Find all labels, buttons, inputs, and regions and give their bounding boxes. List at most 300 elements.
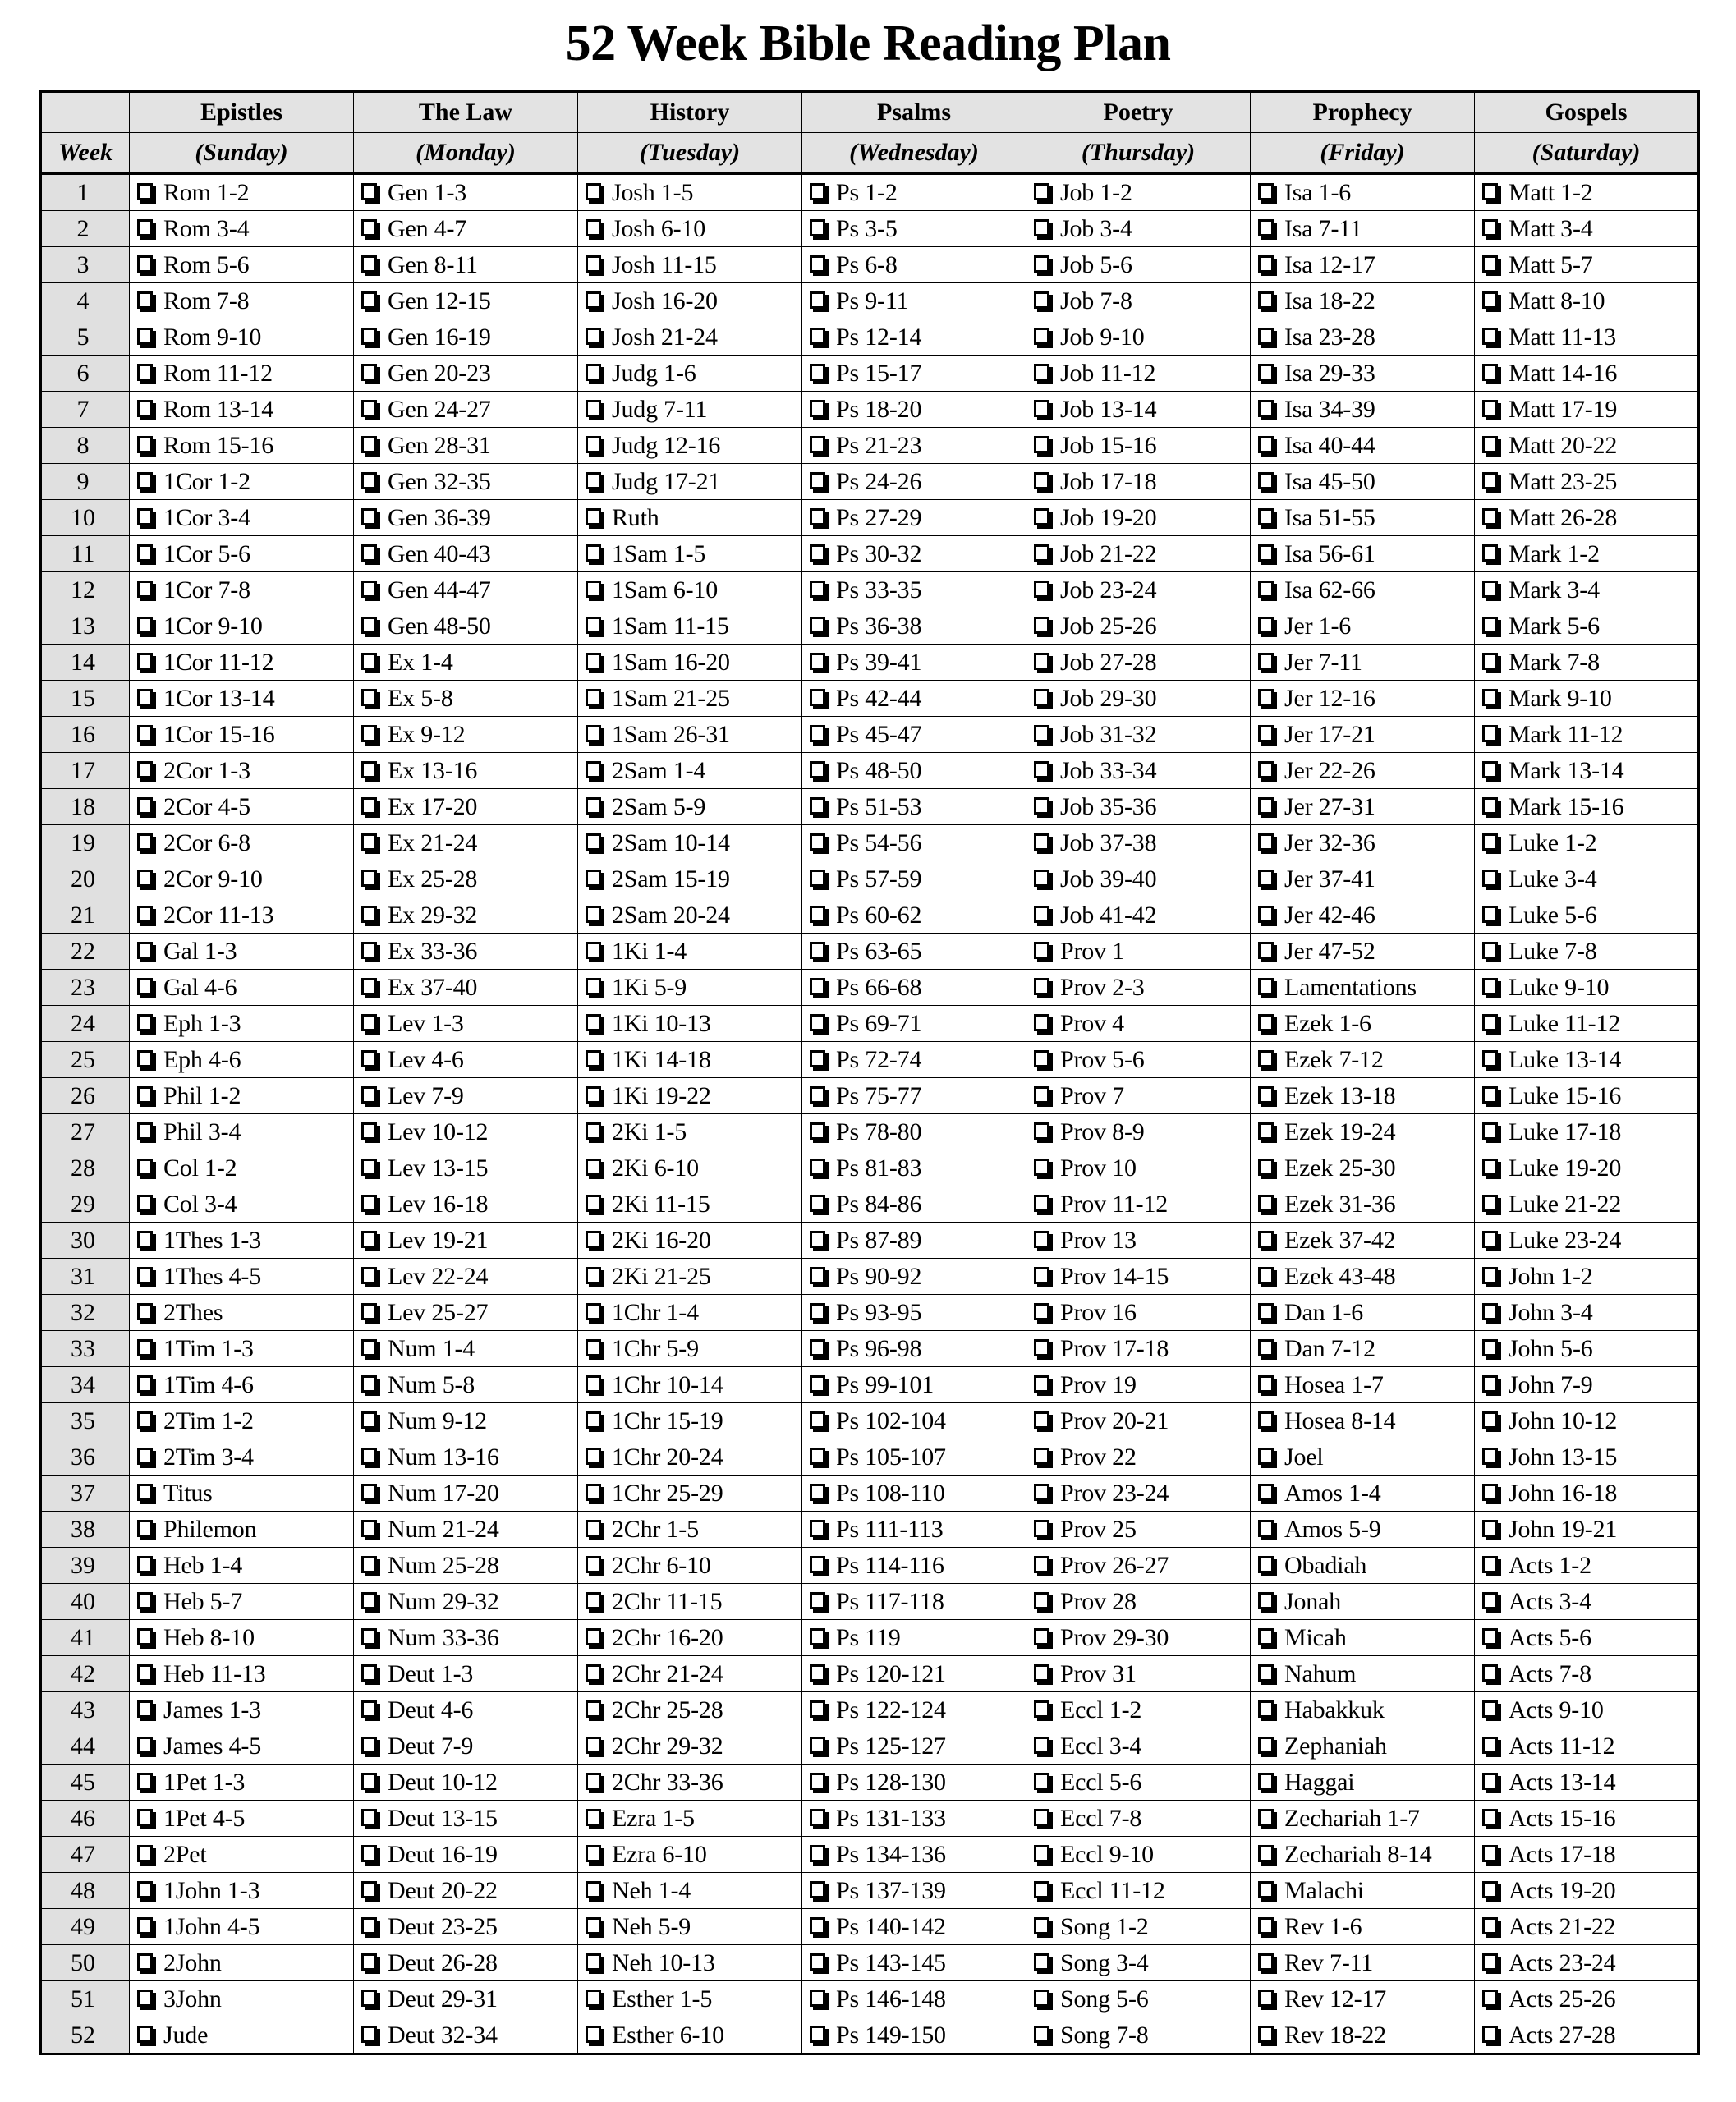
reading-cell[interactable]: [1475, 536, 1699, 572]
reading-cell[interactable]: [1026, 861, 1251, 897]
reading-cell[interactable]: [354, 897, 578, 934]
reading-cell[interactable]: [354, 536, 578, 572]
reading-cell[interactable]: [1475, 608, 1699, 645]
empty-checkbox-icon[interactable]: [810, 1556, 825, 1573]
empty-checkbox-icon[interactable]: [361, 508, 377, 526]
empty-checkbox-icon[interactable]: [1258, 544, 1274, 562]
empty-checkbox-icon[interactable]: [137, 1014, 153, 1031]
reading-cell[interactable]: [802, 174, 1026, 211]
empty-checkbox-icon[interactable]: [810, 255, 825, 273]
empty-checkbox-icon[interactable]: [1482, 1231, 1498, 1248]
empty-checkbox-icon[interactable]: [1258, 1375, 1274, 1393]
empty-checkbox-icon[interactable]: [137, 1448, 153, 1465]
empty-checkbox-icon[interactable]: [810, 942, 825, 959]
empty-checkbox-icon[interactable]: [810, 183, 825, 200]
reading-cell[interactable]: [354, 392, 578, 428]
reading-cell[interactable]: [354, 1223, 578, 1259]
reading-cell[interactable]: [1251, 1548, 1475, 1584]
empty-checkbox-icon[interactable]: [1034, 1303, 1049, 1320]
empty-checkbox-icon[interactable]: [361, 761, 377, 778]
reading-cell[interactable]: [578, 1873, 802, 1909]
reading-cell[interactable]: [1026, 1403, 1251, 1439]
empty-checkbox-icon[interactable]: [361, 1628, 377, 1645]
reading-cell[interactable]: [1026, 1295, 1251, 1331]
empty-checkbox-icon[interactable]: [586, 219, 601, 236]
empty-checkbox-icon[interactable]: [137, 1195, 153, 1212]
reading-cell[interactable]: [354, 1186, 578, 1223]
empty-checkbox-icon[interactable]: [810, 1737, 825, 1754]
reading-cell[interactable]: [1475, 1403, 1699, 1439]
reading-cell[interactable]: [578, 1331, 802, 1367]
reading-cell[interactable]: [1026, 1548, 1251, 1584]
reading-cell[interactable]: [130, 1584, 354, 1620]
reading-cell[interactable]: [1251, 1945, 1475, 1981]
reading-cell[interactable]: [1475, 1042, 1699, 1078]
reading-cell[interactable]: [1475, 1223, 1699, 1259]
empty-checkbox-icon[interactable]: [1482, 1375, 1498, 1393]
reading-cell[interactable]: [130, 1006, 354, 1042]
reading-cell[interactable]: [578, 1476, 802, 1512]
empty-checkbox-icon[interactable]: [137, 1773, 153, 1790]
empty-checkbox-icon[interactable]: [1034, 797, 1049, 815]
reading-cell[interactable]: [1026, 356, 1251, 392]
reading-cell[interactable]: [354, 681, 578, 717]
reading-cell[interactable]: [1251, 1476, 1475, 1512]
empty-checkbox-icon[interactable]: [361, 1845, 377, 1862]
empty-checkbox-icon[interactable]: [810, 1303, 825, 1320]
reading-cell[interactable]: [1251, 753, 1475, 789]
empty-checkbox-icon[interactable]: [1034, 183, 1049, 200]
empty-checkbox-icon[interactable]: [1034, 1520, 1049, 1537]
empty-checkbox-icon[interactable]: [1258, 1231, 1274, 1248]
reading-cell[interactable]: [130, 283, 354, 319]
empty-checkbox-icon[interactable]: [1034, 1628, 1049, 1645]
reading-cell[interactable]: [802, 1909, 1026, 1945]
reading-cell[interactable]: [802, 464, 1026, 500]
empty-checkbox-icon[interactable]: [361, 1339, 377, 1356]
reading-cell[interactable]: [802, 1512, 1026, 1548]
reading-cell[interactable]: [578, 1981, 802, 2017]
empty-checkbox-icon[interactable]: [810, 1628, 825, 1645]
empty-checkbox-icon[interactable]: [1482, 328, 1498, 345]
empty-checkbox-icon[interactable]: [810, 761, 825, 778]
empty-checkbox-icon[interactable]: [1034, 1448, 1049, 1465]
reading-cell[interactable]: [1251, 1078, 1475, 1114]
reading-cell[interactable]: [1251, 464, 1475, 500]
reading-cell[interactable]: [354, 1042, 578, 1078]
reading-cell[interactable]: [1026, 1367, 1251, 1403]
reading-cell[interactable]: [130, 789, 354, 825]
reading-cell[interactable]: [1251, 1837, 1475, 1873]
reading-cell[interactable]: [1475, 1150, 1699, 1186]
reading-cell[interactable]: [1475, 1476, 1699, 1512]
empty-checkbox-icon[interactable]: [1034, 291, 1049, 309]
empty-checkbox-icon[interactable]: [1258, 472, 1274, 489]
reading-cell[interactable]: [1026, 572, 1251, 608]
reading-cell[interactable]: [1251, 1584, 1475, 1620]
reading-cell[interactable]: [578, 1259, 802, 1295]
empty-checkbox-icon[interactable]: [810, 1122, 825, 1140]
empty-checkbox-icon[interactable]: [361, 255, 377, 273]
reading-cell[interactable]: [578, 789, 802, 825]
reading-cell[interactable]: [802, 1042, 1026, 1078]
reading-cell[interactable]: [130, 1945, 354, 1981]
reading-cell[interactable]: [802, 319, 1026, 356]
empty-checkbox-icon[interactable]: [1258, 1556, 1274, 1573]
reading-cell[interactable]: [578, 1765, 802, 1801]
empty-checkbox-icon[interactable]: [137, 255, 153, 273]
reading-cell[interactable]: [1475, 2017, 1699, 2054]
empty-checkbox-icon[interactable]: [586, 978, 601, 995]
empty-checkbox-icon[interactable]: [810, 833, 825, 851]
empty-checkbox-icon[interactable]: [810, 617, 825, 634]
reading-cell[interactable]: [1026, 1114, 1251, 1150]
reading-cell[interactable]: [578, 1620, 802, 1656]
reading-cell[interactable]: [354, 1006, 578, 1042]
reading-cell[interactable]: [1251, 1692, 1475, 1728]
reading-cell[interactable]: [354, 1945, 578, 1981]
empty-checkbox-icon[interactable]: [586, 400, 601, 417]
empty-checkbox-icon[interactable]: [137, 906, 153, 923]
reading-cell[interactable]: [578, 283, 802, 319]
empty-checkbox-icon[interactable]: [810, 906, 825, 923]
reading-cell[interactable]: [130, 356, 354, 392]
empty-checkbox-icon[interactable]: [1034, 508, 1049, 526]
reading-cell[interactable]: [578, 247, 802, 283]
empty-checkbox-icon[interactable]: [1258, 761, 1274, 778]
empty-checkbox-icon[interactable]: [137, 1809, 153, 1826]
empty-checkbox-icon[interactable]: [361, 1375, 377, 1393]
empty-checkbox-icon[interactable]: [1034, 472, 1049, 489]
empty-checkbox-icon[interactable]: [1482, 617, 1498, 634]
empty-checkbox-icon[interactable]: [137, 581, 153, 598]
reading-cell[interactable]: [130, 717, 354, 753]
reading-cell[interactable]: [1251, 789, 1475, 825]
reading-cell[interactable]: [1475, 283, 1699, 319]
empty-checkbox-icon[interactable]: [1258, 2026, 1274, 2043]
reading-cell[interactable]: [354, 1692, 578, 1728]
empty-checkbox-icon[interactable]: [810, 328, 825, 345]
empty-checkbox-icon[interactable]: [586, 581, 601, 598]
reading-cell[interactable]: [1251, 1873, 1475, 1909]
empty-checkbox-icon[interactable]: [361, 1267, 377, 1284]
empty-checkbox-icon[interactable]: [1482, 183, 1498, 200]
reading-cell[interactable]: [802, 1367, 1026, 1403]
reading-cell[interactable]: [354, 753, 578, 789]
empty-checkbox-icon[interactable]: [1258, 797, 1274, 815]
reading-cell[interactable]: [1475, 1367, 1699, 1403]
reading-cell[interactable]: [1026, 645, 1251, 681]
reading-cell[interactable]: [802, 1186, 1026, 1223]
reading-cell[interactable]: [1475, 1692, 1699, 1728]
empty-checkbox-icon[interactable]: [1034, 328, 1049, 345]
reading-cell[interactable]: [1251, 319, 1475, 356]
reading-cell[interactable]: [1251, 1801, 1475, 1837]
reading-cell[interactable]: [130, 645, 354, 681]
reading-cell[interactable]: [354, 428, 578, 464]
reading-cell[interactable]: [130, 1765, 354, 1801]
reading-cell[interactable]: [578, 825, 802, 861]
empty-checkbox-icon[interactable]: [361, 978, 377, 995]
empty-checkbox-icon[interactable]: [361, 1411, 377, 1429]
empty-checkbox-icon[interactable]: [810, 364, 825, 381]
reading-cell[interactable]: [1251, 247, 1475, 283]
empty-checkbox-icon[interactable]: [137, 1375, 153, 1393]
reading-cell[interactable]: [578, 2017, 802, 2054]
reading-cell[interactable]: [1251, 1765, 1475, 1801]
reading-cell[interactable]: [354, 717, 578, 753]
empty-checkbox-icon[interactable]: [1034, 2026, 1049, 2043]
reading-cell[interactable]: [1475, 1728, 1699, 1765]
reading-cell[interactable]: [1251, 1403, 1475, 1439]
empty-checkbox-icon[interactable]: [361, 725, 377, 742]
empty-checkbox-icon[interactable]: [1258, 1664, 1274, 1682]
reading-cell[interactable]: [802, 356, 1026, 392]
reading-cell[interactable]: [1475, 1837, 1699, 1873]
empty-checkbox-icon[interactable]: [1258, 328, 1274, 345]
reading-cell[interactable]: [1475, 1186, 1699, 1223]
empty-checkbox-icon[interactable]: [1482, 1881, 1498, 1898]
empty-checkbox-icon[interactable]: [361, 436, 377, 453]
empty-checkbox-icon[interactable]: [1482, 255, 1498, 273]
reading-cell[interactable]: [1026, 283, 1251, 319]
reading-cell[interactable]: [1026, 681, 1251, 717]
empty-checkbox-icon[interactable]: [810, 1917, 825, 1934]
reading-cell[interactable]: [1251, 608, 1475, 645]
empty-checkbox-icon[interactable]: [1482, 1556, 1498, 1573]
reading-cell[interactable]: [1026, 1078, 1251, 1114]
empty-checkbox-icon[interactable]: [1482, 725, 1498, 742]
reading-cell[interactable]: [578, 1150, 802, 1186]
empty-checkbox-icon[interactable]: [810, 472, 825, 489]
empty-checkbox-icon[interactable]: [586, 1231, 601, 1248]
empty-checkbox-icon[interactable]: [586, 1195, 601, 1212]
reading-cell[interactable]: [354, 1981, 578, 2017]
reading-cell[interactable]: [130, 897, 354, 934]
empty-checkbox-icon[interactable]: [1482, 1086, 1498, 1104]
reading-cell[interactable]: [802, 428, 1026, 464]
empty-checkbox-icon[interactable]: [137, 1990, 153, 2007]
empty-checkbox-icon[interactable]: [1034, 1664, 1049, 1682]
reading-cell[interactable]: [802, 1837, 1026, 1873]
reading-cell[interactable]: [802, 753, 1026, 789]
empty-checkbox-icon[interactable]: [1258, 1411, 1274, 1429]
empty-checkbox-icon[interactable]: [137, 1303, 153, 1320]
empty-checkbox-icon[interactable]: [1482, 761, 1498, 778]
reading-cell[interactable]: [354, 1150, 578, 1186]
empty-checkbox-icon[interactable]: [810, 1014, 825, 1031]
empty-checkbox-icon[interactable]: [1482, 978, 1498, 995]
reading-cell[interactable]: [130, 1150, 354, 1186]
reading-cell[interactable]: [130, 174, 354, 211]
reading-cell[interactable]: [802, 1945, 1026, 1981]
empty-checkbox-icon[interactable]: [1258, 1195, 1274, 1212]
empty-checkbox-icon[interactable]: [810, 1159, 825, 1176]
reading-cell[interactable]: [1475, 1512, 1699, 1548]
reading-cell[interactable]: [1475, 789, 1699, 825]
reading-cell[interactable]: [1026, 1909, 1251, 1945]
reading-cell[interactable]: [1475, 861, 1699, 897]
reading-cell[interactable]: [1026, 1476, 1251, 1512]
reading-cell[interactable]: [578, 608, 802, 645]
empty-checkbox-icon[interactable]: [1482, 508, 1498, 526]
reading-cell[interactable]: [130, 464, 354, 500]
reading-cell[interactable]: [1026, 500, 1251, 536]
reading-cell[interactable]: [1026, 897, 1251, 934]
reading-cell[interactable]: [354, 1765, 578, 1801]
reading-cell[interactable]: [802, 861, 1026, 897]
reading-cell[interactable]: [578, 1186, 802, 1223]
empty-checkbox-icon[interactable]: [137, 833, 153, 851]
empty-checkbox-icon[interactable]: [586, 761, 601, 778]
empty-checkbox-icon[interactable]: [586, 617, 601, 634]
empty-checkbox-icon[interactable]: [1482, 436, 1498, 453]
empty-checkbox-icon[interactable]: [1482, 1917, 1498, 1934]
empty-checkbox-icon[interactable]: [1482, 1520, 1498, 1537]
empty-checkbox-icon[interactable]: [1482, 219, 1498, 236]
reading-cell[interactable]: [578, 1692, 802, 1728]
empty-checkbox-icon[interactable]: [586, 183, 601, 200]
reading-cell[interactable]: [1026, 2017, 1251, 2054]
empty-checkbox-icon[interactable]: [1258, 689, 1274, 706]
empty-checkbox-icon[interactable]: [1258, 508, 1274, 526]
empty-checkbox-icon[interactable]: [137, 1628, 153, 1645]
empty-checkbox-icon[interactable]: [361, 364, 377, 381]
reading-cell[interactable]: [578, 1223, 802, 1259]
reading-cell[interactable]: [802, 1331, 1026, 1367]
empty-checkbox-icon[interactable]: [586, 870, 601, 887]
reading-cell[interactable]: [1251, 572, 1475, 608]
empty-checkbox-icon[interactable]: [1034, 1773, 1049, 1790]
empty-checkbox-icon[interactable]: [137, 544, 153, 562]
empty-checkbox-icon[interactable]: [137, 1086, 153, 1104]
reading-cell[interactable]: [1251, 1909, 1475, 1945]
empty-checkbox-icon[interactable]: [137, 1881, 153, 1898]
reading-cell[interactable]: [1475, 934, 1699, 970]
empty-checkbox-icon[interactable]: [1482, 1953, 1498, 1971]
reading-cell[interactable]: [578, 1512, 802, 1548]
reading-cell[interactable]: [1251, 1367, 1475, 1403]
empty-checkbox-icon[interactable]: [586, 725, 601, 742]
empty-checkbox-icon[interactable]: [1034, 761, 1049, 778]
reading-cell[interactable]: [802, 1259, 1026, 1295]
empty-checkbox-icon[interactable]: [1034, 255, 1049, 273]
empty-checkbox-icon[interactable]: [137, 1231, 153, 1248]
reading-cell[interactable]: [1251, 1512, 1475, 1548]
reading-cell[interactable]: [130, 1295, 354, 1331]
reading-cell[interactable]: [802, 1114, 1026, 1150]
empty-checkbox-icon[interactable]: [1258, 400, 1274, 417]
empty-checkbox-icon[interactable]: [137, 1411, 153, 1429]
reading-cell[interactable]: [130, 861, 354, 897]
empty-checkbox-icon[interactable]: [810, 1953, 825, 1971]
reading-cell[interactable]: [1251, 1728, 1475, 1765]
empty-checkbox-icon[interactable]: [1482, 833, 1498, 851]
reading-cell[interactable]: [130, 681, 354, 717]
empty-checkbox-icon[interactable]: [361, 1050, 377, 1067]
reading-cell[interactable]: [1251, 681, 1475, 717]
empty-checkbox-icon[interactable]: [586, 1556, 601, 1573]
reading-cell[interactable]: [578, 572, 802, 608]
empty-checkbox-icon[interactable]: [1034, 581, 1049, 598]
reading-cell[interactable]: [1251, 174, 1475, 211]
empty-checkbox-icon[interactable]: [1258, 1809, 1274, 1826]
reading-cell[interactable]: [354, 1331, 578, 1367]
empty-checkbox-icon[interactable]: [137, 436, 153, 453]
empty-checkbox-icon[interactable]: [1258, 870, 1274, 887]
reading-cell[interactable]: [354, 861, 578, 897]
empty-checkbox-icon[interactable]: [137, 1917, 153, 1934]
reading-cell[interactable]: [1475, 1981, 1699, 2017]
empty-checkbox-icon[interactable]: [361, 1809, 377, 1826]
empty-checkbox-icon[interactable]: [361, 870, 377, 887]
empty-checkbox-icon[interactable]: [1034, 219, 1049, 236]
reading-cell[interactable]: [1475, 319, 1699, 356]
empty-checkbox-icon[interactable]: [586, 1881, 601, 1898]
empty-checkbox-icon[interactable]: [810, 2026, 825, 2043]
empty-checkbox-icon[interactable]: [1258, 1845, 1274, 1862]
empty-checkbox-icon[interactable]: [361, 1700, 377, 1718]
empty-checkbox-icon[interactable]: [586, 1375, 601, 1393]
empty-checkbox-icon[interactable]: [361, 183, 377, 200]
empty-checkbox-icon[interactable]: [586, 1917, 601, 1934]
reading-cell[interactable]: [802, 1728, 1026, 1765]
reading-cell[interactable]: [1475, 1656, 1699, 1692]
reading-cell[interactable]: [1026, 789, 1251, 825]
empty-checkbox-icon[interactable]: [1034, 1556, 1049, 1573]
reading-cell[interactable]: [130, 1186, 354, 1223]
reading-cell[interactable]: [802, 1981, 1026, 2017]
empty-checkbox-icon[interactable]: [586, 689, 601, 706]
reading-cell[interactable]: [1251, 1295, 1475, 1331]
empty-checkbox-icon[interactable]: [137, 472, 153, 489]
empty-checkbox-icon[interactable]: [1482, 472, 1498, 489]
empty-checkbox-icon[interactable]: [361, 328, 377, 345]
empty-checkbox-icon[interactable]: [1034, 870, 1049, 887]
empty-checkbox-icon[interactable]: [1258, 255, 1274, 273]
empty-checkbox-icon[interactable]: [137, 328, 153, 345]
reading-cell[interactable]: [354, 1584, 578, 1620]
reading-cell[interactable]: [130, 1512, 354, 1548]
empty-checkbox-icon[interactable]: [137, 1050, 153, 1067]
reading-cell[interactable]: [1251, 500, 1475, 536]
empty-checkbox-icon[interactable]: [1482, 1484, 1498, 1501]
empty-checkbox-icon[interactable]: [586, 328, 601, 345]
reading-cell[interactable]: [1026, 1150, 1251, 1186]
empty-checkbox-icon[interactable]: [361, 1014, 377, 1031]
reading-cell[interactable]: [1026, 608, 1251, 645]
reading-cell[interactable]: [802, 1150, 1026, 1186]
reading-cell[interactable]: [1251, 861, 1475, 897]
empty-checkbox-icon[interactable]: [1034, 1122, 1049, 1140]
reading-cell[interactable]: [354, 1837, 578, 1873]
reading-cell[interactable]: [354, 825, 578, 861]
empty-checkbox-icon[interactable]: [1034, 1411, 1049, 1429]
reading-cell[interactable]: [1251, 934, 1475, 970]
empty-checkbox-icon[interactable]: [361, 1303, 377, 1320]
empty-checkbox-icon[interactable]: [586, 1159, 601, 1176]
reading-cell[interactable]: [802, 717, 1026, 753]
reading-cell[interactable]: [578, 1078, 802, 1114]
empty-checkbox-icon[interactable]: [1034, 1050, 1049, 1067]
reading-cell[interactable]: [802, 825, 1026, 861]
reading-cell[interactable]: [1251, 1223, 1475, 1259]
empty-checkbox-icon[interactable]: [1258, 978, 1274, 995]
empty-checkbox-icon[interactable]: [1258, 291, 1274, 309]
reading-cell[interactable]: [1251, 283, 1475, 319]
empty-checkbox-icon[interactable]: [137, 1664, 153, 1682]
empty-checkbox-icon[interactable]: [1258, 1086, 1274, 1104]
